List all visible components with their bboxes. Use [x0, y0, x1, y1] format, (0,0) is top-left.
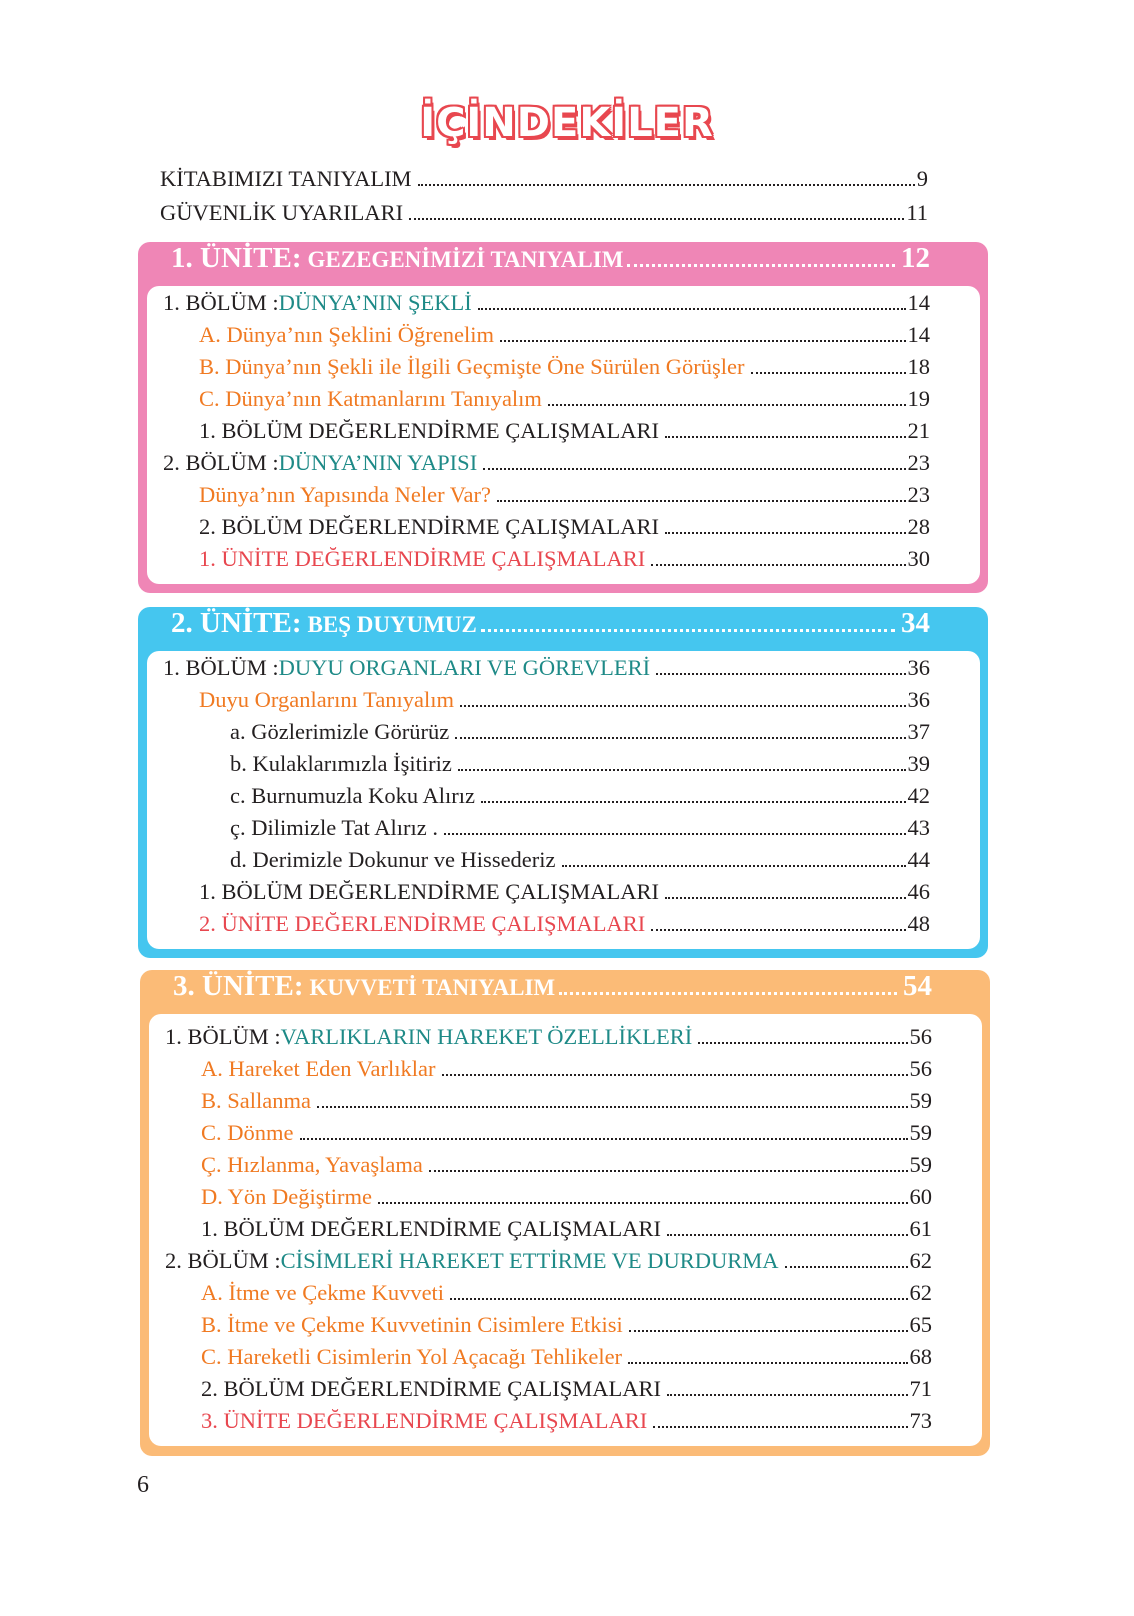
section-prefix: 2. BÖLÜM : — [165, 1248, 281, 1273]
unit-contents — [147, 286, 980, 584]
section-prefix: 1. BÖLÜM : — [163, 655, 279, 680]
dot-leader — [483, 468, 905, 470]
unit-number: 3. ÜNİTE: — [173, 970, 304, 1002]
toc-entry-page: 62 — [909, 1280, 932, 1305]
toc-entry-label: GÜVENLİK UYARILARI — [160, 200, 404, 225]
dot-leader — [629, 1330, 908, 1332]
toc-entry-page: 56 — [909, 1024, 932, 1049]
toc-entry-page: 42 — [907, 783, 930, 808]
dot-leader — [751, 372, 906, 374]
toc-entry-label: a. Gözlerimizle Görürüz — [230, 719, 450, 744]
dot-leader — [481, 629, 895, 632]
toc-entry[interactable] — [163, 847, 930, 879]
toc-entry[interactable] — [163, 911, 930, 943]
toc-entry-page: 37 — [907, 719, 930, 744]
section-prefix: 1. BÖLÜM : — [165, 1024, 281, 1049]
toc-entry[interactable] — [163, 482, 930, 514]
toc-entry-label: 1. BÖLÜM DEĞERLENDİRME ÇALIŞMALARI — [201, 1216, 661, 1241]
dot-leader — [559, 992, 897, 995]
unit-title: BEŞ DUYUMUZ — [307, 612, 477, 637]
dot-leader — [665, 532, 906, 534]
toc-entry-page: 56 — [909, 1056, 932, 1081]
unit-number: 1. ÜNİTE: — [171, 242, 302, 274]
toc-entry-label: C. Dönme — [201, 1120, 294, 1145]
toc-entry-label: CİSİMLERİ HAREKET ETTİRME VE DURDURMA — [280, 1248, 779, 1273]
dot-leader — [562, 865, 906, 867]
toc-entry[interactable] — [163, 783, 930, 815]
unit-1-section — [138, 242, 988, 593]
toc-entry-label: DÜNYA’NIN ŞEKLİ — [278, 290, 472, 315]
dot-leader — [653, 1426, 907, 1428]
toc-entry[interactable] — [165, 1056, 932, 1088]
dot-leader — [667, 1394, 908, 1396]
toc-entry-page: 30 — [907, 546, 930, 571]
toc-entry-label: D. Yön Değiştirme — [201, 1184, 373, 1209]
toc-entry-page: 59 — [909, 1088, 932, 1113]
toc-entry-label: A. Hareket Eden Varlıklar — [201, 1056, 436, 1081]
toc-entry-label: DUYU ORGANLARI VE GÖREVLERİ — [278, 655, 651, 680]
toc-entry-label: C. Dünya’nın Katmanlarını Tanıyalım — [199, 386, 542, 411]
toc-entry-page: 14 — [907, 290, 930, 315]
unit-page: 34 — [901, 607, 930, 639]
toc-entry[interactable] — [163, 354, 930, 386]
dot-leader — [698, 1042, 907, 1044]
dot-leader — [317, 1106, 908, 1108]
toc-entry-label: 1. ÜNİTE DEĞERLENDİRME ÇALIŞMALARI — [199, 546, 646, 571]
toc-entry-label: b. Kulaklarımızla İşitiriz — [230, 751, 452, 776]
dot-leader — [460, 705, 905, 707]
toc-entry-label: 1. BÖLÜM DEĞERLENDİRME ÇALIŞMALARI — [199, 879, 659, 904]
toc-entry[interactable] — [165, 1152, 932, 1184]
toc-entry-page: 11 — [906, 200, 928, 225]
dot-leader — [409, 218, 904, 220]
dot-leader — [450, 1298, 907, 1300]
unit-3-section — [140, 970, 990, 1456]
dot-leader — [418, 184, 915, 186]
toc-entry-page: 65 — [909, 1312, 932, 1337]
toc-entry[interactable] — [163, 751, 930, 783]
toc-entry-label: ç. Dilimizle Tat Alırız . — [230, 815, 438, 840]
unit-header[interactable] — [147, 607, 980, 651]
toc-entry[interactable] — [163, 719, 930, 751]
toc-entry-page: 62 — [909, 1248, 932, 1273]
toc-entry-page: 23 — [907, 482, 930, 507]
toc-entry-label: Dünya’nın Yapısında Neler Var? — [199, 482, 492, 507]
toc-entry-page: 14 — [907, 322, 930, 347]
front-matter — [160, 166, 928, 234]
toc-entry-label: Ç. Hızlanma, Yavaşlama — [201, 1152, 423, 1177]
unit-contents — [147, 651, 980, 949]
toc-entry[interactable] — [160, 166, 928, 200]
unit-page: 54 — [903, 970, 932, 1002]
toc-entry-page: 60 — [909, 1184, 932, 1209]
dot-leader — [478, 308, 906, 310]
dot-leader — [667, 1234, 908, 1236]
toc-entry[interactable] — [165, 1184, 932, 1216]
unit-title: KUVVETİ TANIYALIM — [309, 975, 556, 1000]
toc-entry-page: 19 — [907, 386, 930, 411]
section-prefix: 2. BÖLÜM : — [163, 450, 279, 475]
dot-leader — [378, 1202, 907, 1204]
toc-entry-page: 44 — [907, 847, 930, 872]
unit-header[interactable] — [147, 242, 980, 286]
toc-entry[interactable] — [163, 815, 930, 847]
toc-entry-label: d. Derimizle Dokunur ve Hissederiz — [230, 847, 556, 872]
toc-entry[interactable] — [165, 1280, 932, 1312]
dot-leader — [455, 737, 905, 739]
toc-entry-label: C. Hareketli Cisimlerin Yol Açacağı Tehlikeler — [201, 1344, 623, 1369]
toc-entry[interactable] — [163, 879, 930, 911]
toc-entry-label: 2. ÜNİTE DEĞERLENDİRME ÇALIŞMALARI — [199, 911, 646, 936]
toc-entry[interactable] — [165, 1408, 932, 1440]
toc-entry-page: 28 — [907, 514, 930, 539]
toc-entry-page: 61 — [909, 1216, 932, 1241]
toc-entry-page: 21 — [907, 418, 930, 443]
toc-entry[interactable] — [165, 1312, 932, 1344]
dot-leader — [444, 833, 906, 835]
toc-entry-label: A. Dünya’nın Şeklini Öğrenelim — [199, 322, 494, 347]
dot-leader — [481, 801, 906, 803]
toc-entry-page: 36 — [907, 655, 930, 680]
toc-entry-label: B. Dünya’nın Şekli ile İlgili Geçmişte Öne Sürülen Görüşler — [199, 354, 745, 379]
toc-entry[interactable] — [165, 1024, 932, 1056]
toc-entry-label: 2. BÖLÜM DEĞERLENDİRME ÇALIŞMALARI — [199, 514, 659, 539]
dot-leader — [651, 929, 905, 931]
toc-entry-label: Duyu Organlarını Tanıyalım — [199, 687, 455, 712]
toc-entry[interactable] — [165, 1216, 932, 1248]
toc-entry-page: 68 — [909, 1344, 932, 1369]
unit-contents — [149, 1014, 982, 1446]
toc-entry[interactable] — [163, 450, 930, 482]
toc-entry-label: DÜNYA’NIN YAPISI — [278, 450, 478, 475]
toc-entry-page: 48 — [907, 911, 930, 936]
toc-entry-label: 2. BÖLÜM DEĞERLENDİRME ÇALIŞMALARI — [201, 1376, 661, 1401]
toc-entry-page: 18 — [907, 354, 930, 379]
dot-leader — [665, 436, 906, 438]
toc-entry-page: 36 — [907, 687, 930, 712]
toc-entry[interactable] — [163, 687, 930, 719]
dot-leader — [665, 897, 906, 899]
unit-header[interactable] — [149, 970, 982, 1014]
toc-entry[interactable] — [165, 1248, 932, 1280]
toc-entry[interactable] — [165, 1376, 932, 1408]
dot-leader — [627, 264, 895, 267]
dot-leader — [785, 1266, 908, 1268]
dot-leader — [628, 1362, 907, 1364]
unit-page: 12 — [901, 242, 930, 274]
toc-entry-label: KİTABIMIZI TANIYALIM — [160, 166, 412, 191]
toc-entry[interactable] — [163, 655, 930, 687]
toc-entry[interactable] — [163, 322, 930, 354]
dot-leader — [651, 564, 905, 566]
page-title: İÇİNDEKİLER — [420, 100, 714, 146]
dot-leader — [656, 673, 905, 675]
toc-entry[interactable] — [163, 290, 930, 322]
toc-entry-page: 23 — [907, 450, 930, 475]
toc-entry-label: B. Sallanma — [201, 1088, 311, 1113]
toc-entry-page: 59 — [909, 1120, 932, 1145]
toc-entry-label: 3. ÜNİTE DEĞERLENDİRME ÇALIŞMALARI — [201, 1408, 648, 1433]
dot-leader — [500, 340, 906, 342]
toc-entry-label: A. İtme ve Çekme Kuvveti — [201, 1280, 445, 1305]
page-number: 6 — [137, 1472, 149, 1498]
unit-2-section — [138, 607, 988, 958]
toc-entry-page: 59 — [909, 1152, 932, 1177]
toc-entry[interactable] — [165, 1120, 932, 1152]
toc-entry-page: 43 — [907, 815, 930, 840]
toc-entry-page: 39 — [907, 751, 930, 776]
toc-entry-page: 71 — [909, 1376, 932, 1401]
toc-entry-label: 1. BÖLÜM DEĞERLENDİRME ÇALIŞMALARI — [199, 418, 659, 443]
toc-entry-page: 73 — [909, 1408, 932, 1433]
toc-entry[interactable] — [163, 418, 930, 450]
toc-entry[interactable] — [163, 386, 930, 418]
dot-leader — [548, 404, 906, 406]
toc-entry-label: VARLIKLARIN HAREKET ÖZELLİKLERİ — [280, 1024, 693, 1049]
unit-number: 2. ÜNİTE: — [171, 607, 302, 639]
toc-entry-label: B. İtme ve Çekme Kuvvetinin Cisimlere Etkisi — [201, 1312, 623, 1337]
toc-entry-page: 46 — [907, 879, 930, 904]
dot-leader — [442, 1074, 908, 1076]
unit-title: GEZEGENİMİZİ TANIYALIM — [307, 247, 624, 272]
toc-entry-label: c. Burnumuzla Koku Alırız — [230, 783, 475, 808]
dot-leader — [429, 1170, 908, 1172]
dot-leader — [300, 1138, 908, 1140]
section-prefix: 1. BÖLÜM : — [163, 290, 279, 315]
toc-entry[interactable] — [165, 1088, 932, 1120]
toc-entry-page: 9 — [916, 166, 928, 191]
dot-leader — [458, 769, 906, 771]
toc-entry[interactable] — [163, 546, 930, 578]
toc-entry[interactable] — [165, 1344, 932, 1376]
toc-entry[interactable] — [160, 200, 928, 234]
toc-entry[interactable] — [163, 514, 930, 546]
dot-leader — [497, 500, 905, 502]
